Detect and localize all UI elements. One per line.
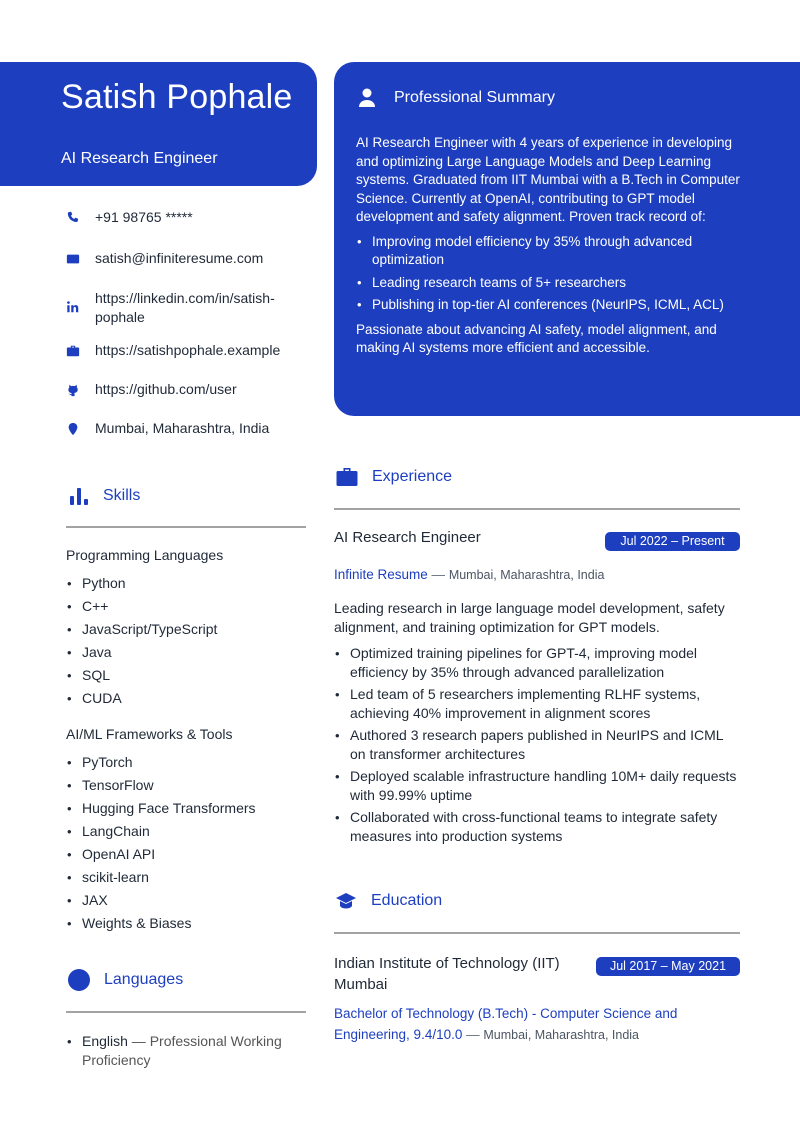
skills-divider [66, 526, 306, 528]
education-heading-text: Education [371, 892, 443, 909]
degree-location: Mumbai, Maharashtra, India [483, 1027, 640, 1042]
list-item: • Java [66, 643, 306, 662]
list-item: • Python [66, 574, 306, 593]
degree-separator: — [462, 1026, 484, 1042]
list-item: • Hugging Face Transformers [66, 799, 306, 818]
list-item: • LangChain [66, 822, 306, 841]
skills-group-title: AI/ML Frameworks & Tools [66, 726, 233, 742]
list-item: • OpenAI API [66, 845, 306, 864]
summary-closing: Passionate about advancing AI safety, model alignment, and making AI systems more efficient and accessible. [356, 321, 717, 355]
languages-heading [68, 969, 183, 991]
experience-role: AI Research Engineer [334, 529, 481, 546]
email-icon [66, 252, 80, 266]
education-dates-badge: Jul 2017 – May 2021 [596, 957, 740, 976]
summary-intro: AI Research Engineer with 4 years of experience in developing and optimizing Large Language Models and Deep Learning systems. Graduated from IIT Mumbai with a B.Tech in Computer Science. Currently at OpenAI, contributing to GPT model development and safety alignment. Proven track record of: [356, 135, 740, 224]
contact-github-text: https://github.com/user [95, 381, 237, 397]
company-separator: — [427, 567, 449, 582]
list-item [66, 1032, 306, 1070]
summary-bullets [356, 233, 746, 315]
list-item: • C++ [66, 597, 306, 616]
skills-heading-text: Skills [103, 487, 141, 504]
contact-website-text: https://satishpophale.example [95, 342, 281, 358]
skills-group-programming [66, 547, 306, 708]
company-link[interactable]: Infinite Resume [334, 567, 428, 582]
skills-group-frameworks [66, 726, 306, 933]
language-separator: — [127, 1033, 150, 1049]
list-item: • Led team of 5 researchers implementing RLHF systems, achieving 40% improvement in alignment scores [334, 685, 740, 723]
candidate-title: AI Research Engineer [61, 150, 218, 167]
list-item: • Publishing in top-tier AI conferences (NeurIPS, ICML, ACL) [356, 296, 746, 315]
languages-list [66, 1032, 306, 1070]
experience-heading-text: Experience [372, 468, 453, 485]
summary-heading-text: Professional Summary [394, 89, 555, 106]
skills-heading [69, 486, 140, 506]
list-item: • CUDA [66, 689, 306, 708]
list-item: • JavaScript/TypeScript [66, 620, 306, 639]
languages-divider [66, 1011, 306, 1013]
language-level: Professional Working Proficiency [82, 1033, 282, 1068]
contact-email-text: satish@infiniteresume.com [95, 250, 264, 266]
summary-body [356, 134, 746, 358]
phone-icon [66, 211, 80, 225]
bar-chart-icon [69, 486, 89, 506]
location-pin-icon [66, 422, 80, 436]
experience-heading [336, 467, 452, 487]
contact-phone-text: +91 98765 ***** [95, 209, 193, 225]
linkedin-icon [66, 300, 80, 314]
contact-linkedin[interactable] [66, 289, 306, 327]
list-item: • Leading research teams of 5+ researchers [356, 274, 746, 293]
summary-card [334, 62, 800, 416]
list-item: • Collaborated with cross-functional teams to integrate safety measures into production systems [334, 808, 740, 846]
list-item: • scikit-learn [66, 868, 306, 887]
contact-github[interactable] [66, 380, 306, 399]
education-divider [334, 932, 740, 934]
contact-location [66, 419, 306, 438]
experience-divider [334, 508, 740, 510]
experience-description: Leading research in large language model development, safety alignment, and training optimization for GPT models. [334, 600, 725, 635]
contact-website[interactable] [66, 341, 306, 360]
briefcase-icon [66, 344, 80, 358]
contact-location-text: Mumbai, Maharashtra, India [95, 420, 270, 436]
experience-bullets [334, 644, 740, 846]
degree-text: Bachelor of Technology (B.Tech) - Computer Science and Engineering, 9.4/10.0 [334, 1006, 678, 1042]
github-icon [66, 383, 80, 397]
education-degree-line [334, 1004, 740, 1045]
list-item: • SQL [66, 666, 306, 685]
experience-dates-badge: Jul 2022 – Present [605, 532, 740, 551]
briefcase-icon [336, 467, 358, 487]
person-icon [358, 88, 376, 108]
contact-phone[interactable] [66, 208, 306, 227]
list-item: • Authored 3 research papers published in NeurIPS and ICML on transformer architectures [334, 726, 740, 764]
experience-company-line [334, 567, 604, 582]
globe-icon [68, 969, 90, 991]
list-item: • Deployed scalable infrastructure handling 10M+ daily requests with 99.99% uptime [334, 767, 740, 805]
education-school: Indian Institute of Technology (IIT) Mumbai [334, 955, 560, 993]
list-item: • Optimized training pipelines for GPT-4, improving model efficiency by 35% through advanced parallelization [334, 644, 740, 682]
skills-list [66, 574, 306, 708]
summary-heading [358, 88, 555, 108]
list-item: • Weights & Biases [66, 914, 306, 933]
candidate-name: Satish Pophale [61, 78, 293, 116]
graduation-cap-icon [335, 892, 357, 910]
list-item: • JAX [66, 891, 306, 910]
language-name: English [82, 1033, 128, 1049]
list-item: • TensorFlow [66, 776, 306, 795]
languages-heading-text: Languages [104, 971, 184, 988]
skills-list [66, 753, 306, 933]
contact-email[interactable] [66, 249, 306, 268]
skills-group-title: Programming Languages [66, 547, 224, 563]
education-heading [335, 892, 442, 910]
header-card [0, 62, 317, 186]
list-item: • Improving model efficiency by 35% through advanced optimization [356, 233, 746, 270]
company-location: Mumbai, Maharashtra, India [448, 568, 605, 582]
contact-linkedin-text: https://linkedin.com/in/satish-pophale [95, 290, 275, 325]
list-item: • PyTorch [66, 753, 306, 772]
contact-list [66, 208, 306, 438]
